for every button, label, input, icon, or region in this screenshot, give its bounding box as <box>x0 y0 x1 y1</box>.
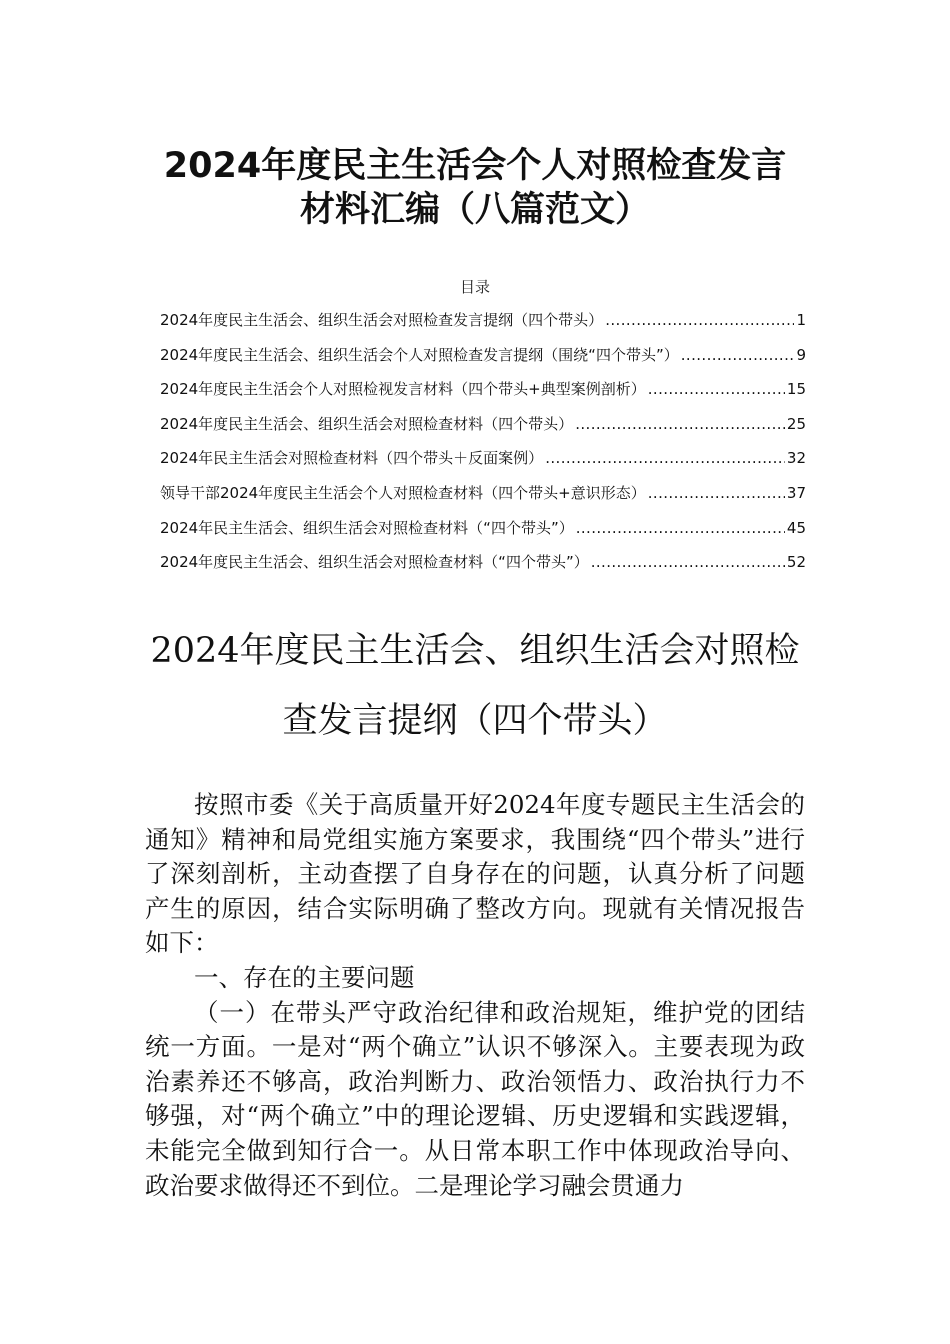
toc-entry-4[interactable] <box>160 414 806 449</box>
table-of-contents <box>160 310 806 587</box>
toc-dot-leader <box>575 414 785 434</box>
toc-page-number: 15 <box>786 380 806 399</box>
paragraph-intro: 按照市委《关于高质量开好2024年度专题民主生活会的通知》精神和局党组实施方案要求，我围绕“四个带头”进行了深刻剖析，主动查摆了自身存在的问题，认真分析了问题产生的原因，结合实际明确了整改方向。现就有关情况报告如下： <box>145 790 805 958</box>
toc-page-number: 25 <box>786 414 806 433</box>
toc-entry-8[interactable] <box>160 552 806 587</box>
toc-page-number: 1 <box>796 311 806 329</box>
toc-heading: 目录 <box>459 278 490 296</box>
toc-entry-7[interactable] <box>160 518 806 553</box>
toc-entry-1[interactable] <box>160 310 806 345</box>
toc-entry-5[interactable] <box>160 448 806 483</box>
toc-dot-leader <box>545 448 785 468</box>
toc-entry-6[interactable] <box>160 483 806 518</box>
toc-page-number: 32 <box>786 449 806 468</box>
toc-page-number: 9 <box>796 345 806 364</box>
toc-entry-2[interactable] <box>160 345 806 380</box>
toc-entry-text: 领导干部2024年度民主生活会个人对照检查材料（四个带头+意识形态） <box>160 483 646 502</box>
body-text <box>145 788 805 1203</box>
toc-dot-leader <box>648 483 785 503</box>
toc-entry-text: 2024年民主生活会、组织生活会对照检查材料（“四个带头”） <box>160 518 574 537</box>
toc-dot-leader <box>681 345 795 365</box>
toc-page-number: 45 <box>786 518 806 537</box>
toc-page-number: 52 <box>786 553 806 572</box>
section-title-line-2: 查发言提纲（四个带头） <box>282 701 668 741</box>
document-title-line-1: 2024年度民主生活会个人对照检查发言 <box>163 146 787 186</box>
toc-entry-text: 2024年民主生活会对照检查材料（四个带头＋反面案例） <box>160 449 544 468</box>
toc-entry-text: 2024年度民主生活会、组织生活会对照检查材料（四个带头） <box>160 414 574 433</box>
toc-dot-leader <box>576 518 785 538</box>
toc-entry-3[interactable] <box>160 379 806 414</box>
paragraph-heading-main-problems: 一、存在的主要问题 <box>194 962 415 992</box>
toc-dot-leader <box>648 379 785 399</box>
paragraph-problem-1: （一）在带头严守政治纪律和政治规矩，维护党的团结统一方面。一是对“两个确立”认识不够深入。主要表现为政治素养还不够高，政治判断力、政治领悟力、政治执行力不够强，对“两个确立”中的理论逻辑、历史逻辑和实践逻辑，未能完全做到知行合一。从日常本职工作中体现政治导向、政治要求做得还不到位。二是理论学习融会贯通力 <box>145 997 805 1200</box>
toc-dot-leader <box>591 552 785 572</box>
document-title-line-2: 材料汇编（八篇范文） <box>299 190 650 230</box>
section-title-line-1: 2024年度民主生活会、组织生活会对照检 <box>150 631 800 671</box>
toc-page-number: 37 <box>786 483 806 502</box>
toc-entry-text: 2024年度民主生活会个人对照检视发言材料（四个带头+典型案例剖析） <box>160 380 646 399</box>
toc-entry-text: 2024年度民主生活会、组织生活会对照检查发言提纲（四个带头） <box>160 311 604 329</box>
toc-entry-text: 2024年度民主生活会、组织生活会对照检查材料（“四个带头”） <box>160 553 589 572</box>
toc-dot-leader <box>605 310 794 330</box>
toc-entry-text: 2024年度民主生活会、组织生活会个人对照检查发言提纲（围绕“四个带头”） <box>160 345 679 364</box>
